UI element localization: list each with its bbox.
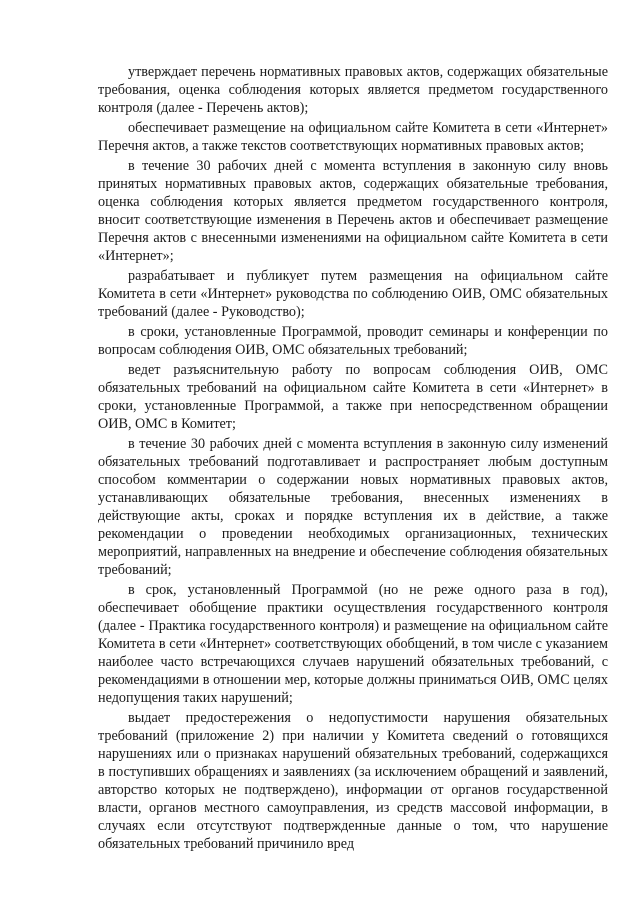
paragraph-publish-list: обеспечивает размещение на официальном сайте Комитета в сети «Интернет» Перечня актов, а также текстов соответствующих нормативных правовых актов; <box>98 120 608 154</box>
paragraph-comments: в течение 30 рабочих дней с момента вступления в законную силу изменений обязательных требований подготавливает и распространяет любым доступным способом комментарии о содержании новых нормативных правовых актов, устанавливающих обязательные требования, внесенных изменениях в действующие акты, сроках и порядке вступления их в действие, а также рекомендации о проведении необходимых организационных, технических мероприятий, направленных на внедрение и обеспечение соблюдения обязательных требований; <box>98 436 608 578</box>
paragraph-seminars: в сроки, установленные Программой, проводит семинары и конференции по вопросам соблюдения ОИВ, ОМС обязательных требований; <box>98 324 608 358</box>
paragraph-approve-list: утверждает перечень нормативных правовых актов, содержащих обязательные требования, оценка соблюдения которых является предметом государственного контроля (далее - Перечень актов); <box>98 64 608 116</box>
paragraph-practice-summary: в срок, установленный Программой (но не реже одного раза в год), обеспечивает обобщение практики осуществления государственного контроля (далее - Практика государственного контроля) и размещение на официальном сайте Комитета в сети «Интернет» соответствующих обобщений, в том числе с указанием наиболее часто встречающихся случаев нарушений обязательных требований, с рекомендациями в отношении мер, которые должны приниматься ОИВ, ОМС целях недопущения таких нарушений; <box>98 582 608 706</box>
paragraph-explanatory-work: ведет разъяснительную работу по вопросам соблюдения ОИВ, ОМС обязательных требований на официальном сайте Комитета в сети «Интернет» в сроки, установленные Программой, а также при непосредственном обращении ОИВ, ОМС в Комитет; <box>98 362 608 432</box>
paragraph-warnings: выдает предостережения о недопустимости нарушения обязательных требований (приложение 2) при наличии у Комитета сведений о готовящихся нарушениях или о признаках нарушений обязательных требований, содержащихся в поступивших обращениях и заявлениях (за исключением обращений и заявлений, авторство которых не подтверждено), информации от органов государственной власти, органов местного самоуправления, из средств массовой информации, в случаях если отсутствуют подтвержденные данные о том, что нарушение обязательных требований причинило вред <box>98 710 608 852</box>
paragraph-update-list: в течение 30 рабочих дней с момента вступления в законную силу вновь принятых нормативных правовых актов, содержащих обязательные требования, оценка соблюдения которых является предметом государственного контроля, вносит соответствующие изменения в Перечень актов и обеспечивает размещение Перечня актов с внесенными изменениями на официальном сайте Комитета в сети «Интернет»; <box>98 158 608 264</box>
paragraph-guidance: разрабатывает и публикует путем размещения на официальном сайте Комитета в сети «Интернет» руководства по соблюдению ОИВ, ОМС обязательных требований (далее - Руководство); <box>98 268 608 320</box>
